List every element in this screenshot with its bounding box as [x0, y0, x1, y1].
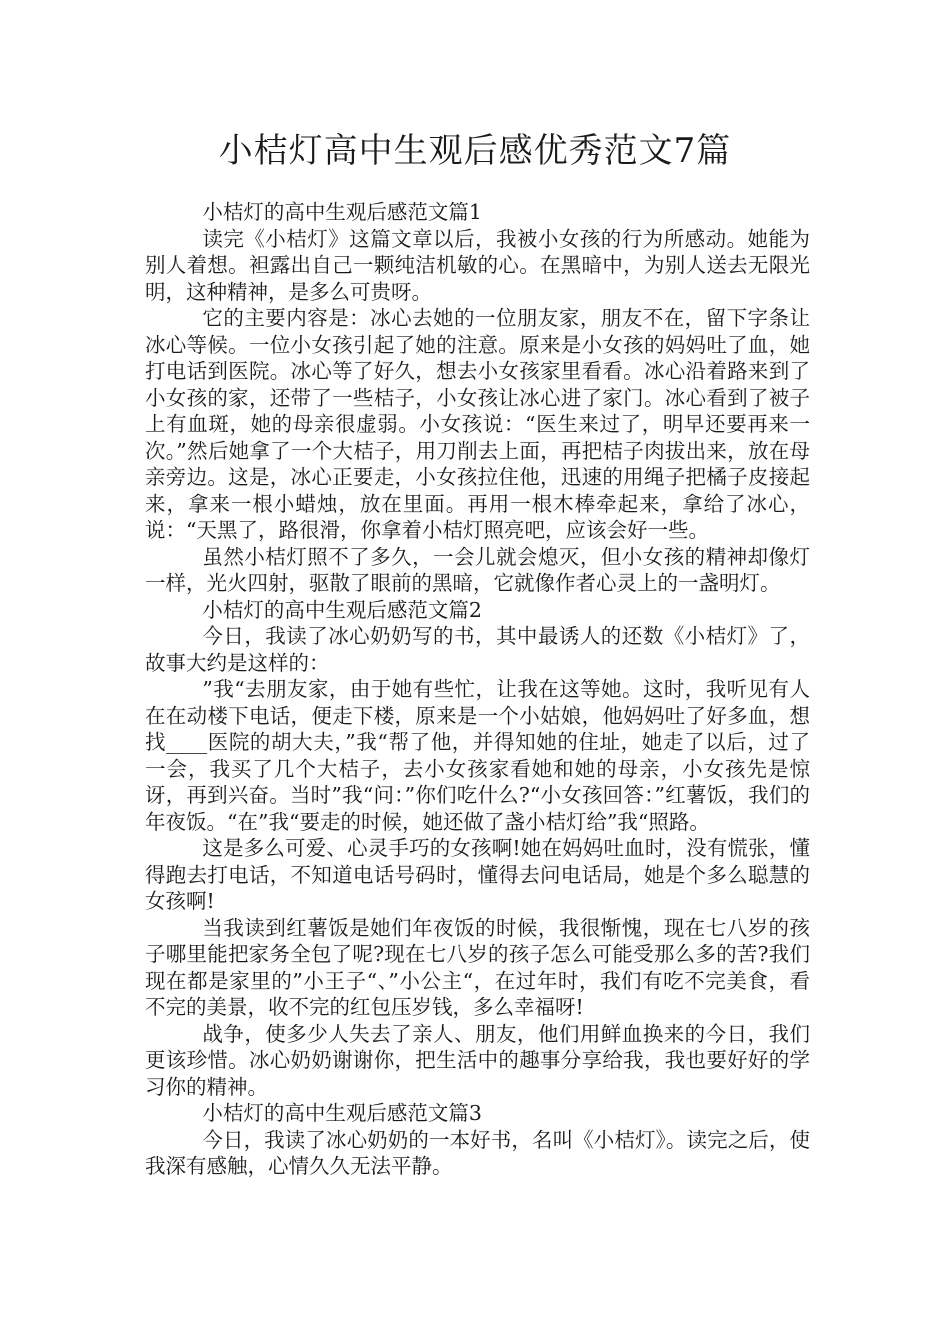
paragraph: ”我“去朋友家，由于她有些忙，让我在这等她。这时，我听见有人在在动楼下电话，便走下楼，原来是一个小姑娘，他妈妈吐了好多血，想找____医院的胡大夫，”我“帮了他，并得知她的住址，她走了以后，过了一会，我买了几个大桔子，去小女孩家看她和她的母亲，小女孩先是惊讶，再到兴奋。当时”我“问：”你们吃什么?“小女孩回答：”红薯饭，我们的年夜饭。“在”我“要走的时候，她还做了盏小桔灯给”我“照路。 [145, 677, 810, 834]
paragraph: 今日，我读了冰心奶奶的一本好书，名叫《小桔灯》。读完之后，使我深有感触，心情久久无法平静。 [145, 1127, 810, 1178]
paragraph: 读完《小桔灯》这篇文章以后，我被小女孩的行为所感动。她能为别人着想。袒露出自己一颗纯洁机敏的心。在黑暗中，为别人送去无限光明，这种精神，是多么可贵呀。 [145, 226, 810, 304]
paragraph: 战争，使多少人失去了亲人、朋友，他们用鲜血换来的今日，我们更该珍惜。冰心奶奶谢谢你，把生活中的趣事分享给我，我也要好好的学习你的精神。 [145, 1021, 810, 1099]
paragraph: 当我读到红薯饭是她们年夜饭的时候，我很惭愧，现在七八岁的孩子哪里能把家务全包了呢?现在七八岁的孩子怎么可能受那么多的苦?我们现在都是家里的”小王子“、”小公主“，在过年时，我们有吃不完美食，看不完的美景，收不完的红包压岁钱，多么幸福呀! [145, 915, 810, 1019]
paragraph: 虽然小桔灯照不了多久，一会儿就会熄灭，但小女孩的精神却像灯一样，光火四射，驱散了眼前的黑暗，它就像作者心灵上的一盏明灯。 [145, 544, 810, 595]
paragraph: 今日，我读了冰心奶奶写的书，其中最诱人的还数《小桔灯》了，故事大约是这样的： [145, 624, 810, 675]
section-heading-2: 小桔灯的高中生观后感范文篇2 [202, 597, 482, 622]
paragraph: 这是多么可爱、心灵手巧的女孩啊!她在妈妈吐血时，没有慌张，懂得跑去打电话，不知道电话号码时，懂得去问电话局，她是个多么聪慧的女孩啊! [145, 836, 810, 913]
document-body [145, 199, 810, 1180]
document-title: 小桔灯高中生观后感优秀范文7篇 [218, 131, 732, 171]
section-heading-3: 小桔灯的高中生观后感范文篇3 [202, 1101, 482, 1125]
paragraph: 它的主要内容是：冰心去她的一位朋友家，朋友不在，留下字条让冰心等候。一位小女孩引起了她的注意。原来是小女孩的妈妈吐了血，她打电话到医院。冰心等了好久，想去小女孩家里看看。冰心沿着路来到了小女孩的家，还带了一些桔子，小女孩让冰心进了家门。冰心看到了被子上有血斑，她的母亲很虚弱。小女孩说：“医生来过了，明早还要再来一次。”然后她拿了一个大桔子，用刀削去上面，再把桔子肉拔出来，放在母亲旁边。这是，冰心正要走，小女孩拉住他，迅速的用绳子把橘子皮接起来，拿来一根小蜡烛，放在里面。再用一根木棒牵起来，拿给了冰心，说：“天黑了，路很滑，你拿着小桔灯照亮吧，应该会好一些。 [145, 306, 810, 542]
section-heading-1: 小桔灯的高中生观后感范文篇1 [202, 200, 482, 224]
